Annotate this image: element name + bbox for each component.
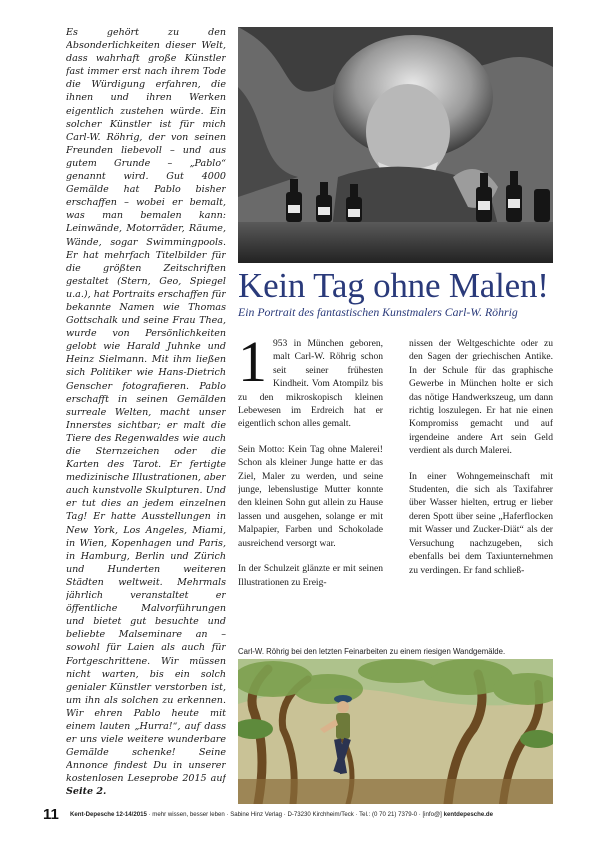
paragraph: nissen der Weltgeschichte oder zu den Sagen der griechischen Antike. In der Schule für das graphische Gewerbe in München holte er sich das nötige Handwerkszeug, um dann richtig loszulegen. Er hat nie einen Kompromiss gemacht und auf irgendeine andere Art sein Geld verdient als durch Malerei. xyxy=(409,338,553,457)
article-subtitle: Ein Portrait des fantastischen Kunstmalers Carl-W. Röhrig xyxy=(238,305,518,319)
footer-imprint: Kent-Depesche 12-14/2015 · mehr wissen, besser leben · Sabine Hinz Verlag · D-73230 Kirchheim/Teck · Tel.: (0 70 21) 7379-0 · [info@] kentdepesche.de xyxy=(70,811,494,818)
artist-portrait-photo xyxy=(238,27,553,263)
intro-column xyxy=(66,26,226,801)
paragraph: Sein Motto: Kein Tag ohne Malerei! Schon als kleiner Junge hatte er das Ziel, Maler zu werden, und seine junge, lebenslustige Mutter konnte den kleinen Sohn gut allein zu Hause lassen und ausgehen, solange er mit Malpapier, Farben und Schokolade ausreichend versorgt war. xyxy=(238,443,383,549)
article-column-2 xyxy=(409,337,553,627)
article-headline: Kein Tag ohne Malen! xyxy=(238,266,549,305)
article-column-1 xyxy=(238,337,383,627)
mural-painting-photo xyxy=(238,659,553,804)
footer-website-link[interactable]: kentdepesche.de xyxy=(443,811,494,818)
page-number: 11 xyxy=(43,806,59,823)
page-footer xyxy=(43,806,563,826)
intro-text: Es gehört zu den Absonderlichkeiten dieser Welt, dass wahrhaft große Künstler fast immer erst nach ihrem Tode die Würdigung erfahren, die ihnen und ihren Werken eigentlich zustehen würde. Ein solcher Künstler ist für mich Carl-W. Röhrig, der von seinen Freunden liebevoll – und aus gutem Grunde – „Pablo“ genannt wird. Gut 4000 Gemälde hat Pablo bisher erschaffen – wobei er bemalt, was man bemalen kann: Leinwände, Motorräder, Räume, Wände, sogar Swimmingpools. Er hat mehrfach Titelbilder für die größten Zeitschriften gestaltet (Stern, Geo, Spiegel u.a.), hat Portraits erschaffen für bekannte Namen wie Thomas Gottschalk und seine Frau Thea, wurde von Persönlichkeiten gelobt wie Harald Juhnke und Heinz Sielmann. Mit ihm ließen sich Politiker wie Hans-Dietrich Genscher fotografieren. Pablo erschafft in seinen Gemälden surreale Welten, macht unser Innerstes sichtbar; er malt die Tiere des Regenwaldes wie auch die Sternzeichen oder die Karten des Tarot. Er fertigte medizinische Illustrationen, aber auch kunstvolle Skulpturen. Und er tut dies an jedem einzelnen Tag! Er hatte Ausstellungen in New York, Los Angeles, Miami, in Wien, Kopenhagen und Paris, in Hamburg, Berlin und Zürich und Hunderten weiteren Städten weltweit. Mehrmals jährlich veranstaltet er öffentliche Malvorführungen und bietet gut besuchte und beliebte Malseminare an – sowohl für Laien als auch für Fortgeschrittene. Wir müssen nicht warten, bis ein solch genialer Künstler verstorben ist, um ihn als solchen zu erkennen. Wir ehren Pablo heute mit einem lauten „Hurra!“, auf dass er uns viele weitere wunderbare Gemälde schenke! Seine Annonce findest Du in unserer kostenlosen Leseprobe 2015 auf xyxy=(66,27,226,785)
paragraph: In der Schulzeit glänzte er mit seinen Illustrationen zu Ereig- xyxy=(238,563,383,588)
intro-page-link[interactable]: Seite 2. xyxy=(66,786,107,798)
paragraph: 1 953 in München geboren, malt Carl-W. Röhrig schon seit seiner frühesten Kindheit. Vom Atompilz bis zu den mikroskopisch kleinen Lebewesen im Erdreich hat er eigentlich schon alles gemalt. xyxy=(238,337,383,430)
paragraph: In einer Wohngemeinschaft mit Studenten, die sich als Taxifahrer über Wasser hielten, ertrug er lieber deren Spott über seine „Haferflocken mit Wasser und Zucker-Diät“ als der Versuchung nachzugeben, sich ebenfalls bei dem Taxiunternehmen zu verdingen. Er fand schließ- xyxy=(409,470,553,576)
drop-cap: 1 xyxy=(238,337,267,394)
photo-caption: Carl-W. Röhrig bei den letzten Feinarbeiten zu einem riesigen Wandgemälde. xyxy=(238,647,506,656)
